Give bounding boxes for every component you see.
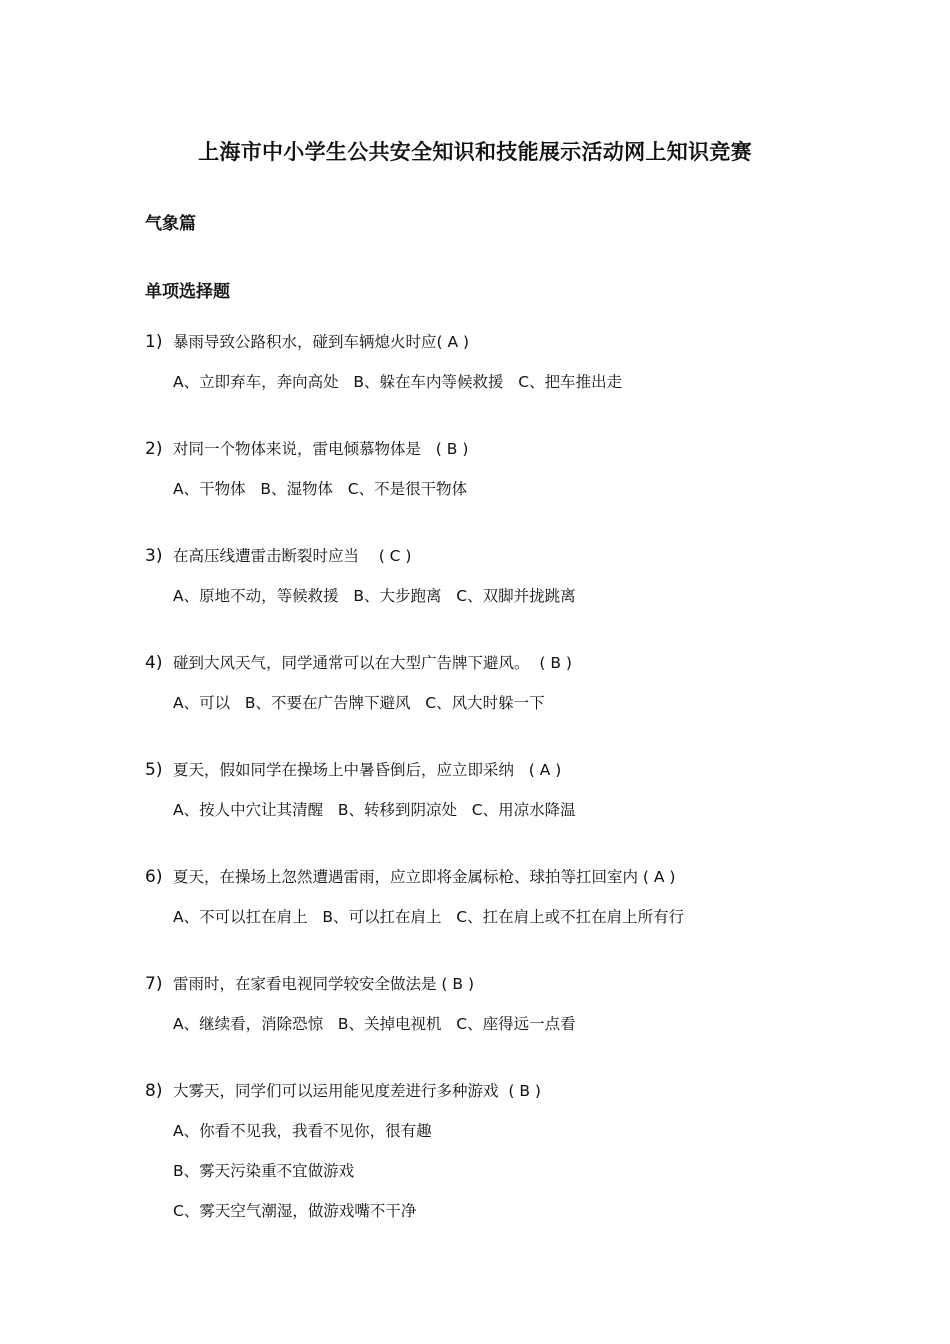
answer-options: A、可以 B、不要在广告牌下避风 C、风大时躲一下 [173,694,545,712]
question-number: 4) [145,653,163,673]
answer-options: A、不可以扛在肩上 B、可以扛在肩上 C、扛在肩上或不扛在肩上所有行 [173,908,685,926]
answer-options: A、干物体 B、湿物体 C、不是很干物体 [173,480,468,498]
question-text: 暴雨导致公路积水，碰到车辆熄火时应( A ) [173,333,470,351]
question-item [145,759,865,821]
question-item [145,438,865,500]
question-text: 碰到大风天气，同学通常可以在大型广告牌下避风。 ( B ) [173,654,572,672]
question-number: 2) [145,439,163,459]
question-number: 6) [145,867,163,887]
answer-option: B、雾天污染重不宜做游戏 [173,1162,355,1180]
question-line [145,438,865,460]
question-text: 大雾天，同学们可以运用能见度差进行多种游戏 ( B ) [173,1082,541,1100]
question-item [145,652,865,714]
question-item [145,1080,865,1222]
question-line [145,331,865,353]
question-item [145,973,865,1035]
question-number: 1) [145,332,163,352]
answer-options: A、继续看，消除恐惊 B、关掉电视机 C、座得远一点看 [173,1015,576,1033]
question-item [145,331,865,393]
question-line [145,866,865,888]
question-text: 在高压线遭雷击断裂时应当 ( C ) [173,547,412,565]
page-title: 上海市中小学生公共安全知识和技能展示活动网上知识竞赛 [198,140,752,164]
question-number: 5) [145,760,163,780]
question-line [145,1080,865,1102]
answer-options: A、按人中穴让其清醒 B、转移到阴凉处 C、用凉水降温 [173,801,576,819]
question-line [145,545,865,567]
question-item [145,866,865,928]
question-text: 雷雨时，在家看电视同学较安全做法是 ( B ) [173,975,475,993]
question-line [145,759,865,781]
answer-option: A、你看不见我，我看不见你，很有趣 [173,1122,432,1140]
answer-option: C、雾天空气潮湿，做游戏嘴不干净 [173,1202,417,1220]
section-heading: 气象篇 [145,214,196,234]
question-type-heading: 单项选择题 [145,282,230,302]
question-text: 夏天，假如同学在操场上中暑昏倒后，应立即采纳 ( A ) [173,761,562,779]
question-text: 夏天，在操场上忽然遭遇雷雨，应立即将金属标枪、球拍等扛回室内 ( A ) [173,868,676,886]
question-line [145,652,865,674]
answer-options: A、原地不动，等候救援 B、大步跑离 C、双脚并拢跳离 [173,587,576,605]
question-list [145,331,865,1267]
question-item [145,545,865,607]
question-line [145,973,865,995]
question-number: 8) [145,1081,163,1101]
question-number: 3) [145,546,163,566]
question-text: 对同一个物体来说，雷电倾慕物体是 ( B ) [173,440,469,458]
question-number: 7) [145,974,163,994]
answer-options: A、立即弃车，奔向高处 B、躲在车内等候救援 C、把车推出走 [173,373,623,391]
